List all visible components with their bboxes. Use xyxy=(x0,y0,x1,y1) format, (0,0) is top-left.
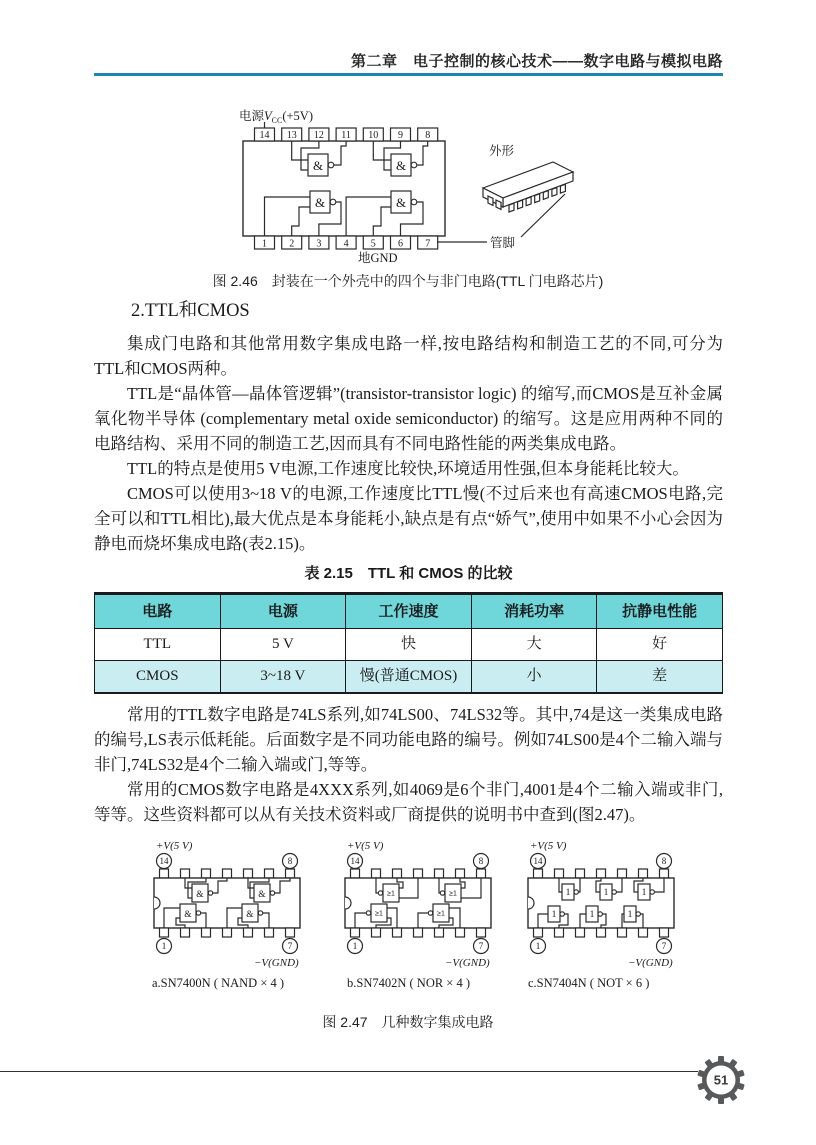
svg-text:7: 7 xyxy=(478,941,484,951)
top-pin-row xyxy=(351,869,486,878)
svg-text:≥1: ≥1 xyxy=(375,910,383,918)
figure-2-46-ttl-chip-diagram xyxy=(233,104,585,266)
svg-text:14: 14 xyxy=(350,856,360,866)
paragraph-intro: 集成门电路和其他常用数字集成电路一样,按电路结构和制造工艺的不同,可分为TTL和CMOS两种。 xyxy=(94,334,723,378)
footer-rule xyxy=(0,1071,698,1072)
paragraph-ttl-feature: TTL的特点是使用5 V电源,工作速度比较快,环境适用性强,但本身能耗比较大。 xyxy=(127,459,689,478)
section-heading: 2.TTL和CMOS xyxy=(131,301,250,321)
bottom-pin-row xyxy=(255,236,438,250)
vcc-label: +V(5 V) xyxy=(530,840,567,852)
cell: CMOS xyxy=(95,661,221,694)
svg-text:1: 1 xyxy=(627,910,633,920)
svg-text:&: & xyxy=(258,890,266,900)
top-pin-row xyxy=(255,128,438,141)
dip-chip-outline xyxy=(243,141,445,236)
svg-text:&: & xyxy=(314,195,326,210)
table-header-row xyxy=(95,594,723,629)
svg-text:12: 12 xyxy=(313,130,324,141)
chip-label: b.SN7402N ( NOR × 4 ) xyxy=(347,976,471,990)
top-pin-row xyxy=(534,869,669,878)
svg-text:1: 1 xyxy=(641,888,647,898)
cell: 小 xyxy=(471,661,597,694)
page-number: 51 xyxy=(713,1072,729,1088)
gnd-label: 地GND xyxy=(358,251,398,265)
svg-text:≥1: ≥1 xyxy=(449,890,457,898)
svg-text:14: 14 xyxy=(533,856,543,866)
vcc-label: +V(5 V) xyxy=(347,840,384,852)
svg-text:14: 14 xyxy=(259,130,270,141)
chip-label: c.SN7404N ( NOT × 6 ) xyxy=(528,976,650,990)
figure-2-46-caption: 图 2.46 封装在一个外壳中的四个与非门电路(TTL 门电路芯片) xyxy=(212,273,604,289)
svg-text:9: 9 xyxy=(398,130,403,141)
svg-text:13: 13 xyxy=(286,130,297,141)
chapter-header-title: 第二章 电子控制的核心技术——数字电路与模拟电路 xyxy=(350,53,723,70)
body-text-column xyxy=(94,297,723,827)
svg-text:1: 1 xyxy=(551,910,557,920)
svg-text:≥1: ≥1 xyxy=(387,890,395,898)
svg-text:&: & xyxy=(395,158,407,173)
col-header-circuit: 电路 xyxy=(95,594,221,629)
svg-text:8: 8 xyxy=(425,130,431,141)
figure-2-47-caption: 图 2.47 几种数字集成电路 xyxy=(322,1014,494,1030)
pin-pointer-label: 管脚 xyxy=(490,236,516,250)
svg-text:8: 8 xyxy=(478,856,484,866)
svg-text:2: 2 xyxy=(289,238,295,250)
svg-text:≥1: ≥1 xyxy=(437,910,445,918)
figure-2-47-chips xyxy=(122,840,702,992)
svg-text:&: & xyxy=(196,890,204,900)
svg-text:1: 1 xyxy=(565,888,571,898)
table-row-cmos xyxy=(95,661,723,694)
cell: TTL xyxy=(95,629,221,661)
chip-sn7404n xyxy=(528,840,674,990)
gnd-label: −V(GND) xyxy=(254,957,299,969)
table-2-15-title: 表 2.15 TTL 和 CMOS 的比较 xyxy=(304,565,513,582)
chip-sn7402n xyxy=(345,840,491,990)
table-row-ttl xyxy=(95,629,723,661)
svg-text:1: 1 xyxy=(262,238,267,250)
svg-text:1: 1 xyxy=(161,941,167,951)
svg-text:6: 6 xyxy=(398,238,403,250)
paragraph-definition: TTL是“晶体管—晶体管逻辑”(transistor-transistor logic) 的缩写,而CMOS是互补金属氧化物半导体 (complementary metal oxide semiconductor) 的缩写。这是应用两种不同的电路结构、采用不同的制造工艺,因而具有不同电路性能的两类集成电路。 xyxy=(94,384,723,453)
svg-text:1: 1 xyxy=(589,910,595,920)
svg-text:&: & xyxy=(184,910,192,920)
svg-text:7: 7 xyxy=(287,941,293,951)
chip-label: a.SN7400N ( NAND × 4 ) xyxy=(152,976,285,990)
col-header-consumption: 消耗功率 xyxy=(471,594,597,629)
bottom-pin-row xyxy=(534,928,669,937)
svg-text:7: 7 xyxy=(661,941,667,951)
bottom-pin-row xyxy=(351,928,486,937)
cell: 5 V xyxy=(220,629,346,661)
cell: 大 xyxy=(471,629,597,661)
cell: 好 xyxy=(597,629,723,661)
svg-text:10: 10 xyxy=(368,130,379,141)
svg-text:11: 11 xyxy=(341,130,351,141)
svg-text:5: 5 xyxy=(370,238,376,250)
col-header-antistatic: 抗静电性能 xyxy=(597,594,723,629)
cell: 3~18 V xyxy=(220,661,346,694)
cell: 差 xyxy=(597,661,723,694)
paragraph-ttl-series: 常用的TTL数字电路是74LS系列,如74LS00、74LS32等。其中,74是这一类集成电路的编号,LS表示低耗能。后面数字是不同功能电路的编号。例如74LS00是4个二输入端与非门,74LS32是4个二输入端或门,等等。 xyxy=(94,705,723,774)
svg-text:14: 14 xyxy=(159,856,169,866)
svg-text:&: & xyxy=(395,195,407,210)
paragraph-cmos-feature: CMOS可以使用3~18 V的电源,工作速度比TTL慢(不过后来也有高速CMOS电路,完全可以和TTL相比),最大优点是本身能耗小,缺点是有点“娇气”,使用中如果不小心会因为静电而烧坏集成电路(表2.15)。 xyxy=(94,484,723,553)
vcc-label: +V(5 V) xyxy=(156,840,193,852)
header-rule xyxy=(94,73,723,76)
svg-text:7: 7 xyxy=(425,238,431,250)
svg-text:1: 1 xyxy=(535,941,541,951)
svg-text:1: 1 xyxy=(352,941,358,951)
svg-text:1: 1 xyxy=(603,888,609,898)
gnd-label: −V(GND) xyxy=(628,957,673,969)
dip-package-3d-drawing xyxy=(483,162,573,212)
svg-text:8: 8 xyxy=(661,856,667,866)
paragraph-cmos-series: 常用的CMOS数字电路是4XXX系列,如4069是6个非门,4001是4个二输入端或非门,等等。这些资料都可以从有关技术资料或厂商提供的说明书中查到(图2.47)。 xyxy=(94,780,723,824)
gnd-label: −V(GND) xyxy=(445,957,490,969)
svg-text:4: 4 xyxy=(343,238,349,250)
svg-text:8: 8 xyxy=(287,856,293,866)
svg-text:&: & xyxy=(312,158,324,173)
svg-text:&: & xyxy=(246,910,254,920)
col-header-speed: 工作速度 xyxy=(346,594,472,629)
bottom-pin-row xyxy=(160,928,295,937)
cell: 快 xyxy=(346,629,472,661)
top-pin-row xyxy=(160,869,295,878)
cell: 慢(普通CMOS) xyxy=(346,661,472,694)
outline-label: 外形 xyxy=(489,144,515,158)
chip-sn7400n xyxy=(152,840,300,990)
vcc-power-label: 电源$V_{CC}(+5V)$ xyxy=(239,109,313,125)
page-number-gear-icon xyxy=(697,1056,745,1104)
svg-text:3: 3 xyxy=(316,238,322,250)
col-header-power: 电源 xyxy=(220,594,346,629)
ttl-cmos-comparison-table xyxy=(94,592,723,694)
